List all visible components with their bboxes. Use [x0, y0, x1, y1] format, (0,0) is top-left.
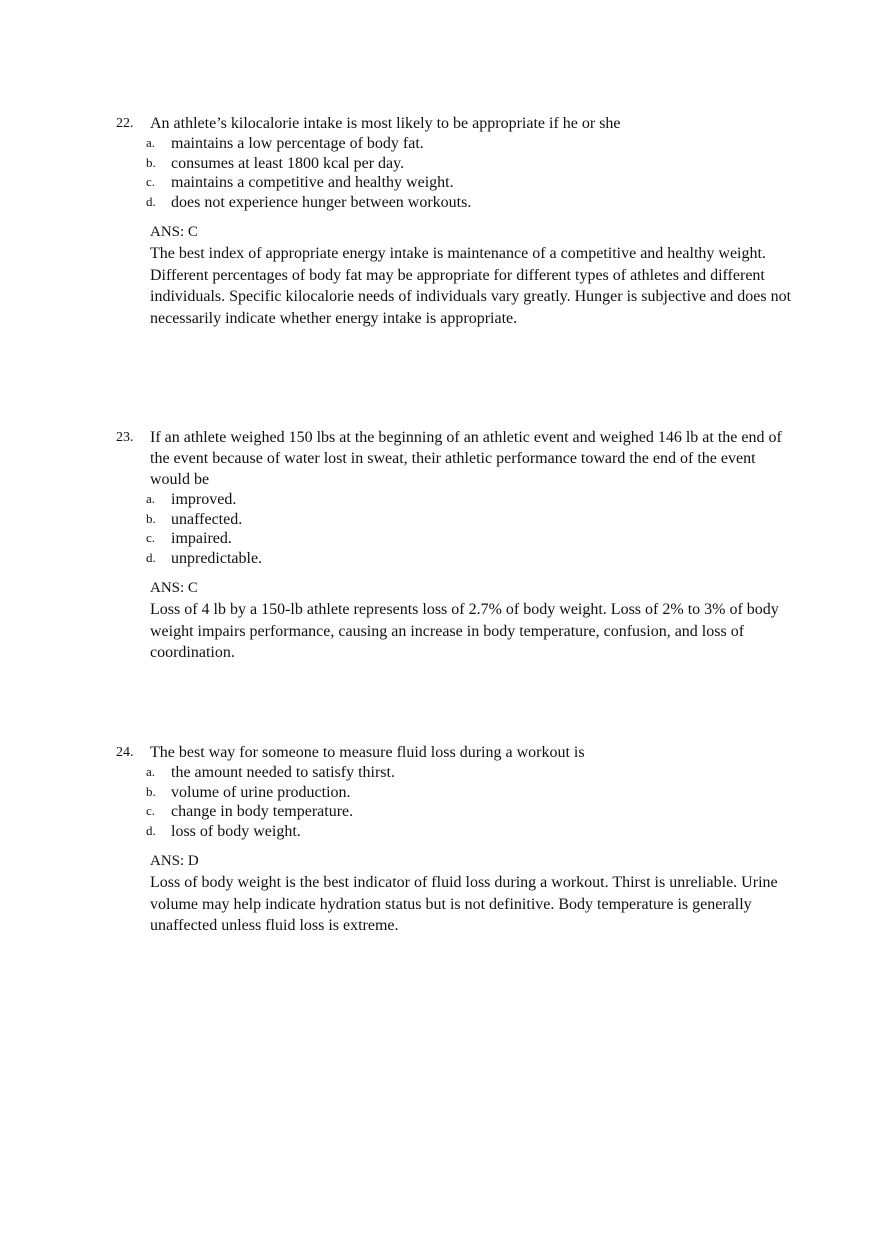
answer-options	[116, 490, 796, 568]
option-text: change in body temperature.	[171, 803, 354, 820]
option-c	[146, 529, 796, 549]
option-letter: a.	[146, 135, 156, 150]
answer-block	[116, 222, 796, 329]
answer-key: ANS: C	[150, 224, 198, 240]
option-a	[146, 490, 796, 510]
answer-block	[116, 851, 796, 937]
option-c	[146, 173, 796, 193]
question-text: The best way for someone to measure fluid loss during a workout is	[150, 744, 585, 761]
option-letter: a.	[146, 491, 156, 506]
option-text: maintains a low percentage of body fat.	[171, 135, 424, 152]
option-letter: a.	[146, 764, 156, 779]
option-d	[146, 822, 796, 842]
option-text: impaired.	[171, 530, 232, 547]
option-a	[146, 134, 796, 154]
option-text: the amount needed to satisfy thirst.	[171, 764, 395, 781]
option-b	[146, 510, 796, 530]
option-text: loss of body weight.	[171, 822, 301, 840]
question-number: 24.	[116, 745, 134, 760]
answer-key: ANS: D	[150, 853, 199, 869]
rationale: The best index of appropriate energy intake is maintenance of a competitive and healthy weight. Different percentages of body fat may be appropriate for different types of athletes and different individuals. Specific kilocalorie needs of individuals vary greatly. Hunger is subjective and does not necessarily indicate whether energy intake is appropriate.	[150, 245, 792, 327]
option-letter: c.	[146, 174, 156, 189]
answer-options	[116, 134, 796, 212]
option-letter: c.	[146, 803, 156, 818]
option-text: unaffected.	[171, 510, 243, 528]
option-d	[146, 193, 796, 213]
answer-options	[116, 763, 796, 841]
option-letter: d.	[146, 549, 156, 565]
answer-block	[116, 578, 796, 664]
question-number: 23.	[116, 430, 134, 445]
option-letter: b.	[146, 510, 156, 526]
rationale: Loss of 4 lb by a 150-lb athlete represents loss of 2.7% of body weight. Loss of 2% to 3% of body weight impairs performance, causing an increase in body temperature, confusion, and loss of coordination.	[150, 601, 779, 661]
question-22	[116, 113, 796, 329]
option-b	[146, 783, 796, 803]
option-c	[146, 802, 796, 822]
option-letter: c.	[146, 530, 156, 545]
option-letter: d.	[146, 193, 156, 209]
option-letter: b.	[146, 154, 156, 170]
option-text: unpredictable.	[171, 549, 263, 567]
question-stem	[116, 113, 796, 134]
option-text: volume of urine production.	[171, 783, 351, 801]
option-text: does not experience hunger between workouts.	[171, 193, 472, 211]
option-text: improved.	[171, 491, 237, 508]
rationale: Loss of body weight is the best indicator of fluid loss during a workout. Thirst is unreliable. Urine volume may help indicate hydration status but is not definitive. Body temperature is generally unaffected unless fluid loss is extreme.	[150, 874, 778, 934]
question-stem	[116, 742, 796, 763]
question-23	[116, 427, 796, 664]
option-letter: b.	[146, 783, 156, 799]
answer-key: ANS: C	[150, 580, 198, 596]
option-b	[146, 154, 796, 174]
question-24	[116, 742, 796, 937]
question-text: An athlete’s kilocalorie intake is most likely to be appropriate if he or she	[150, 115, 621, 132]
option-text: maintains a competitive and healthy weight.	[171, 174, 454, 191]
option-letter: d.	[146, 822, 156, 838]
question-number: 22.	[116, 116, 134, 131]
option-d	[146, 549, 796, 569]
question-stem	[116, 427, 796, 490]
option-a	[146, 763, 796, 783]
question-text: If an athlete weighed 150 lbs at the beginning of an athletic event and weighed 146 lb at the end of the event because of water lost in sweat, their athletic performance toward the end of the event would be	[150, 429, 782, 488]
option-text: consumes at least 1800 kcal per day.	[171, 154, 405, 172]
